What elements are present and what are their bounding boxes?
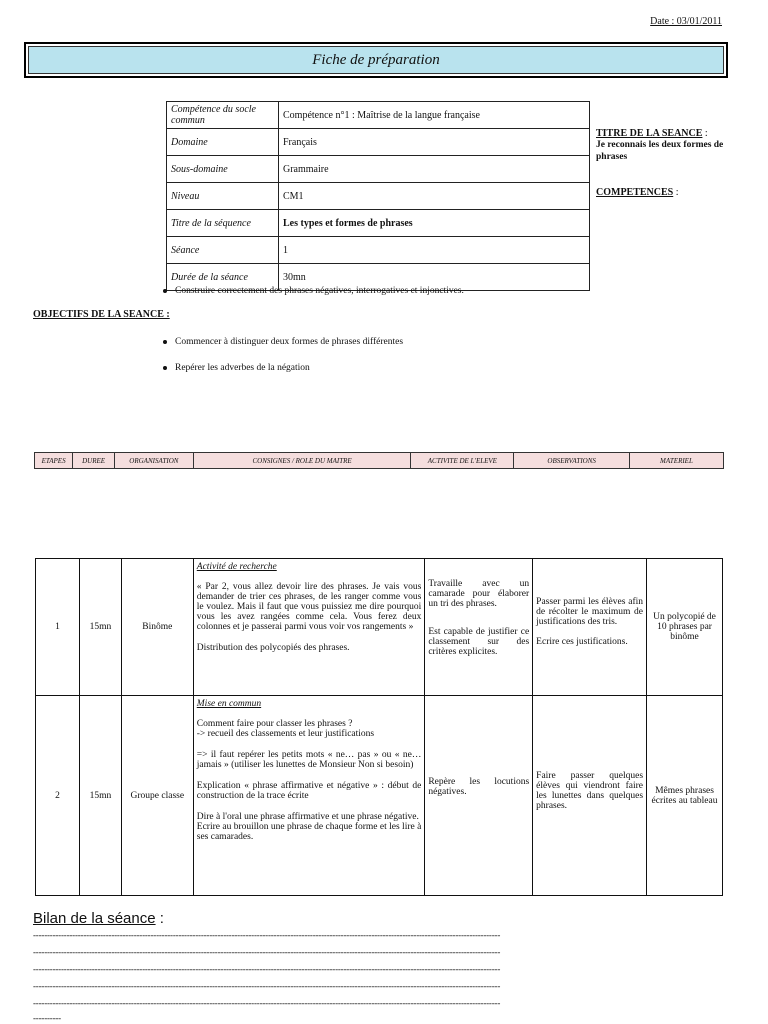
header-cell: OBSERVATIONS — [514, 453, 630, 469]
bilan-line: ----------------------------------------------------------------------------------------------------------------------------------------------------------------------- — [33, 964, 501, 974]
bilan-line: ----------------------------------------------------------------------------------------------------------------------------------------------------------------------- — [33, 981, 501, 991]
observation-paragraph: Faire passer quelques élèves qui viendront faire les lunettes dans quelques phrases. — [536, 770, 644, 811]
info-value: Les types et formes de phrases — [279, 210, 590, 237]
bilan-line: ----------------------------------------------------------------------------------------------------------------------------------------------------------------------- — [33, 930, 501, 940]
consigne-cell — [193, 696, 425, 896]
observation-paragraph: Ecrire ces justifications. — [536, 637, 628, 647]
info-row — [167, 156, 590, 183]
etape-cell: 1 — [36, 559, 80, 696]
titre-seance-label: TITRE DE LA SEANCE — [596, 128, 703, 139]
info-row — [167, 102, 590, 129]
bullet-icon — [163, 366, 167, 370]
lesson-table — [35, 558, 723, 896]
bullet-icon — [163, 340, 167, 344]
table-row — [36, 559, 723, 696]
info-label: Durée de la séance — [167, 264, 279, 291]
competences-label: COMPETENCES — [596, 187, 674, 198]
consigne-paragraph: => il faut repérer les petits mots « ne… pas » ou « ne… jamais » (utiliser les lunettes de Monsieur Non si besoin) — [196, 750, 422, 770]
bilan-line: ----------------------------------------------------------------------------------------------------------------------------------------------------------------------- — [33, 998, 501, 1008]
bilan-line: ---------- — [33, 1013, 61, 1023]
duree-cell: 15mn — [79, 696, 121, 896]
consigne-paragraph: « Par 2, vous allez devoir lire des phrases. Je vais vous demander de trier ces phrases, de les ranger comme vous le voulez. Mais il faut que vous puissiez me dire pourquoi vous les avez rangées comme cela. Vous ferez deux colonnes et je passerai parmi vous voir vos rangements » — [196, 582, 422, 632]
competence-bullet-text: Construire correctement des phrases négatives, interrogatives et injonctives. — [175, 286, 464, 296]
table-row — [36, 696, 723, 896]
bilan-title-text: Bilan de la séance — [33, 910, 156, 927]
info-label: Compétence du socle commun — [167, 102, 279, 129]
consigne-paragraph: Explication « phrase affirmative et négative » : début de construction de la trace écrite — [196, 781, 422, 801]
bilan-line: ----------------------------------------------------------------------------------------------------------------------------------------------------------------------- — [33, 947, 501, 957]
materiel-cell: Un polycopié de 10 phrases par binôme — [647, 559, 723, 696]
bullet-icon — [163, 289, 167, 293]
organisation-cell: Groupe classe — [121, 696, 193, 896]
observations-cell — [533, 559, 647, 696]
activite-paragraph: Repère les locutions négatives. — [428, 776, 530, 797]
consigne-paragraph: Dire à l'oral une phrase affirmative et une phrase négative. Ecrire au brouillon une phrase de chaque forme et les lire à ses camarades. — [196, 812, 422, 842]
info-table — [166, 101, 590, 291]
competence-bullet — [163, 286, 464, 296]
header-cell: ORGANISATION — [114, 453, 193, 469]
date: Date : 03/01/2011 — [650, 16, 722, 27]
header-cell: CONSIGNES / ROLE DU MAITRE — [193, 453, 411, 469]
header-cell: ETAPES — [35, 453, 73, 469]
info-label: Séance — [167, 237, 279, 264]
info-value: 1 — [279, 237, 590, 264]
info-value: Grammaire — [279, 156, 590, 183]
info-value: Français — [279, 129, 590, 156]
right-column — [596, 128, 736, 198]
header-cell: ACTIVITE DE L'ELEVE — [411, 453, 514, 469]
header-cell: DUREE — [73, 453, 115, 469]
info-label: Domaine — [167, 129, 279, 156]
header-table — [34, 452, 724, 469]
activite-paragraph: Travaille avec un camarade pour élaborer un tri des phrases. — [428, 579, 530, 609]
info-label: Sous-domaine — [167, 156, 279, 183]
duree-cell: 15mn — [79, 559, 121, 696]
objectifs-title: OBJECTIFS DE LA SEANCE : — [33, 309, 170, 320]
page-title: Fiche de préparation — [28, 46, 724, 74]
materiel-cell: Mêmes phrases écrites au tableau — [647, 696, 723, 896]
header-cell: MATERIEL — [629, 453, 723, 469]
organisation-cell: Binôme — [121, 559, 193, 696]
etape-cell: 2 — [36, 696, 80, 896]
info-row — [167, 129, 590, 156]
bilan-title — [33, 910, 164, 927]
activite-cell — [425, 559, 533, 696]
activite-cell — [425, 696, 533, 896]
observation-paragraph: Passer parmi les élèves afin de récolter le maximum de justifications des tris. — [536, 597, 644, 627]
info-value: 30mn — [279, 264, 590, 291]
info-value: CM1 — [279, 183, 590, 210]
objectif-text: Repérer les adverbes de la négation — [175, 363, 310, 373]
objectif-item — [163, 363, 310, 373]
consigne-title: Mise en commun — [196, 699, 262, 709]
objectif-text: Commencer à distinguer deux formes de phrases différentes — [175, 337, 404, 347]
titre-seance-value: Je reconnais les deux formes de phrases — [596, 140, 724, 162]
activite-paragraph: Est capable de justifier ce classement sur des critères explicites. — [428, 627, 530, 657]
observations-cell — [533, 696, 647, 896]
bilan-colon: : — [155, 910, 164, 927]
info-row — [167, 210, 590, 237]
competences-colon: : — [673, 187, 679, 198]
consigne-cell — [193, 559, 425, 696]
consigne-paragraph: Distribution des polycopiés des phrases. — [196, 643, 350, 653]
consigne-title: Activité de recherche — [196, 562, 277, 572]
info-value: Compétence n°1 : Maîtrise de la langue française — [279, 102, 590, 129]
objectif-item — [163, 337, 403, 347]
titre-seance-colon: : — [702, 128, 708, 139]
consigne-paragraph: Comment faire pour classer les phrases ? -> recueil des classements et leur justifications — [196, 719, 375, 739]
info-row — [167, 183, 590, 210]
info-label: Niveau — [167, 183, 279, 210]
info-label: Titre de la séquence — [167, 210, 279, 237]
info-row — [167, 237, 590, 264]
title-band — [24, 42, 728, 78]
